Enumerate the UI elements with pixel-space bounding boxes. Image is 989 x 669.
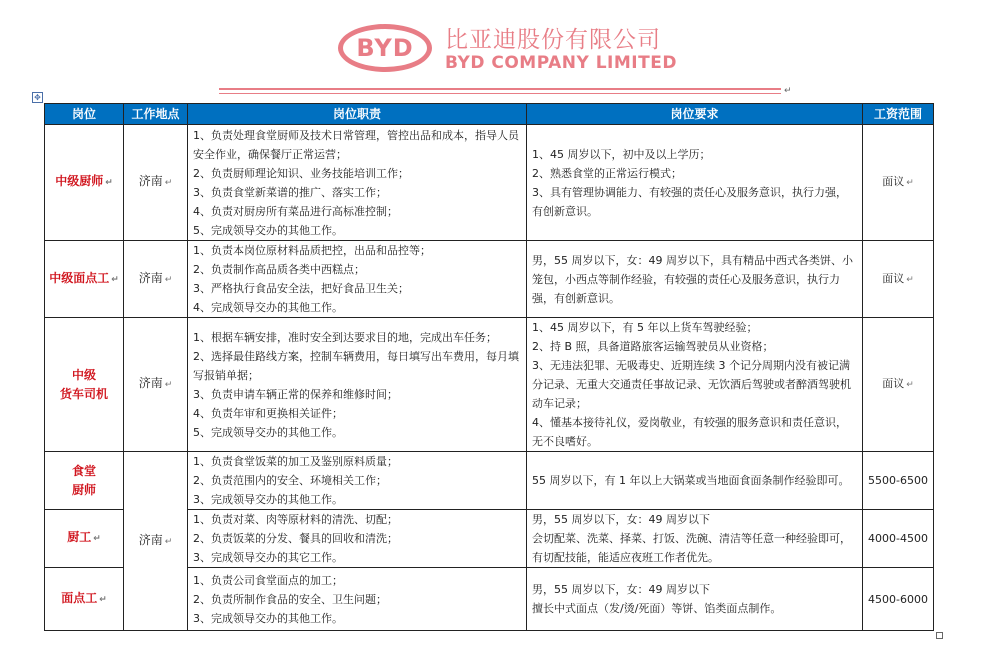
- duty-item: 1、负责本岗位原材料品质把控，出品和品控等；: [193, 244, 431, 257]
- duty-item: 1、负责对菜、肉等原材料的清洗、切配；: [193, 513, 398, 526]
- duty-item: 1、负责食堂饭菜的加工及鉴别原料质量；: [193, 455, 398, 468]
- requirements-cell: [527, 510, 863, 568]
- table-row: [45, 125, 934, 241]
- duty-item: 3、完成领导交办的其他工作。: [193, 611, 343, 625]
- duty-item: 3、完成领导交办的其他工作。: [193, 493, 343, 506]
- requirement-item: 擅长中式面点（发/烫/死面）等饼、馅类面点制作。: [532, 602, 782, 615]
- requirement-item: 1、45 周岁以下，有 5 年以上货车驾驶经验；: [532, 321, 758, 334]
- salary-cell: 4500-6000: [863, 568, 934, 631]
- duty-item: 4、负责对厨房所有菜品进行高标准控制；: [193, 204, 398, 218]
- duties-cell: [188, 241, 527, 318]
- position-cell: 面点工 ↵: [45, 568, 124, 631]
- header-position: 岗位: [45, 104, 124, 125]
- requirement-item: 2、熟悉食堂的正常运行模式；: [532, 166, 682, 180]
- requirement-item: 3、无违法犯罪、无吸毒史、近期连续 3 个记分周期内没有被记满分记录、无重大交通责任事故记录、无饮酒后驾驶或者醉酒驾驶机动车记录；: [532, 359, 851, 410]
- logo-text: BYD: [356, 34, 414, 62]
- letterhead: [0, 0, 989, 100]
- salary-cell: 4000-4500: [863, 510, 934, 568]
- duty-item: 2、负责所制作食品的安全、卫生问题；: [193, 592, 387, 606]
- location-cell: 济南 ↵: [124, 452, 188, 631]
- header-salary: 工资范围: [863, 104, 934, 125]
- duty-item: 3、严格执行食品安全法，把好食品卫生关；: [193, 282, 409, 295]
- requirement-item: 3、具有管理协调能力、有较强的责任心及服务意识，执行力强，有创新意识。: [532, 185, 847, 218]
- requirements-cell: [527, 125, 863, 241]
- duty-item: 5、完成领导交办的其他工作。: [193, 425, 343, 439]
- duties-cell: [188, 568, 527, 631]
- duty-item: 2、负责饭菜的分发、餐具的回收和清洗；: [193, 532, 398, 545]
- paragraph-mark-icon: ↵: [784, 86, 792, 96]
- byd-logo: [338, 24, 432, 72]
- requirements-cell: [527, 318, 863, 452]
- salary-cell: 面议 ↵: [863, 241, 934, 318]
- salary-cell: 面议 ↵: [863, 125, 934, 241]
- duty-item: 1、根据车辆安排，准时安全到达要求目的地，完成出车任务；: [193, 330, 497, 344]
- requirement-item: 男，55 周岁以下，女：49 周岁以下，具有精品中西式各类饼、小笼包，小西点等制作经验，有较强的责任心及服务意识，执行力强，有创新意识。: [532, 253, 853, 305]
- table-row: [45, 241, 934, 318]
- header-duties: 岗位职责: [188, 104, 527, 125]
- table-row: [45, 318, 934, 452]
- header-rule-thin: [219, 93, 781, 94]
- duties-cell: [188, 452, 527, 510]
- position-cell: 食堂 厨师: [45, 452, 124, 510]
- requirement-item: 1、45 周岁以下，初中及以上学历；: [532, 147, 711, 161]
- duty-item: 2、负责范围内的安全、环境相关工作；: [193, 474, 387, 487]
- header-rule: [219, 88, 781, 90]
- duty-item: 3、负责申请车辆正常的保养和维修时间；: [193, 387, 398, 401]
- header-location: 工作地点: [124, 104, 188, 125]
- duty-item: 4、负责年审和更换相关证件；: [193, 406, 343, 420]
- position-cell: 中级厨师 ↵: [45, 125, 124, 241]
- duty-item: 2、选择最佳路线方案，控制车辆费用，每日填写出车费用，每月填写报销单据；: [193, 349, 519, 382]
- table-resize-handle[interactable]: [936, 632, 943, 639]
- requirements-cell: [527, 452, 863, 510]
- requirement-item: 会切配菜、洗菜、择菜、打饭、洗碗、清洁等任意一种经验即可，有切配技能，能适应夜班工作者优先。: [532, 532, 851, 564]
- duty-item: 3、完成领导交办的其它工作。: [193, 551, 343, 564]
- location-cell: 济南 ↵: [124, 125, 188, 241]
- header-requirements: 岗位要求: [527, 104, 863, 125]
- location-cell: 济南 ↵: [124, 241, 188, 318]
- table-move-handle-icon[interactable]: ✥: [32, 92, 43, 103]
- table-header-row: [45, 104, 934, 125]
- requirement-item: 4、懂基本接待礼仪，爱岗敬业，有较强的服务意识和责任意识，无不良嗜好。: [532, 416, 847, 448]
- duties-cell: [188, 318, 527, 452]
- duty-item: 1、负责处理食堂厨师及技术日常管理，管控出品和成本，指导人员安全作业，确保餐厅正常运营；: [193, 128, 519, 161]
- duty-item: 1、负责公司食堂面点的加工；: [193, 573, 343, 587]
- requirement-item: 2、持 B 照，具备道路旅客运输驾驶员从业资格；: [532, 340, 774, 353]
- duty-item: 2、负责厨师理论知识、业务技能培训工作；: [193, 166, 409, 180]
- duties-cell: [188, 125, 527, 241]
- position-cell: 厨工 ↵: [45, 510, 124, 568]
- requirement-item: 55 周岁以下，有 1 年以上大锅菜或当地面食面条制作经验即可。: [532, 474, 850, 487]
- requirements-cell: [527, 568, 863, 631]
- salary-cell: 面议 ↵: [863, 318, 934, 452]
- duty-item: 5、完成领导交办的其他工作。: [193, 223, 343, 237]
- duties-cell: [188, 510, 527, 568]
- location-cell: 济南 ↵: [124, 318, 188, 452]
- duty-item: 3、负责食堂新菜谱的推广、落实工作；: [193, 185, 387, 199]
- salary-cell: 5500-6500: [863, 452, 934, 510]
- requirements-cell: [527, 241, 863, 318]
- position-cell: 中级面点工 ↵: [45, 241, 124, 318]
- job-table: [44, 103, 934, 631]
- duty-item: 4、完成领导交办的其他工作。: [193, 301, 343, 314]
- company-name-cn: 比亚迪股份有限公司: [445, 27, 661, 53]
- requirement-item: 男，55 周岁以下，女：49 周岁以下: [532, 513, 710, 526]
- duty-item: 2、负责制作高品质各类中西糕点；: [193, 263, 365, 276]
- position-cell: 中级 货车司机: [45, 318, 124, 452]
- company-name-en: BYD COMPANY LIMITED: [445, 53, 677, 73]
- table-row: [45, 452, 934, 510]
- requirement-item: 男，55 周岁以下，女：49 周岁以下: [532, 583, 710, 596]
